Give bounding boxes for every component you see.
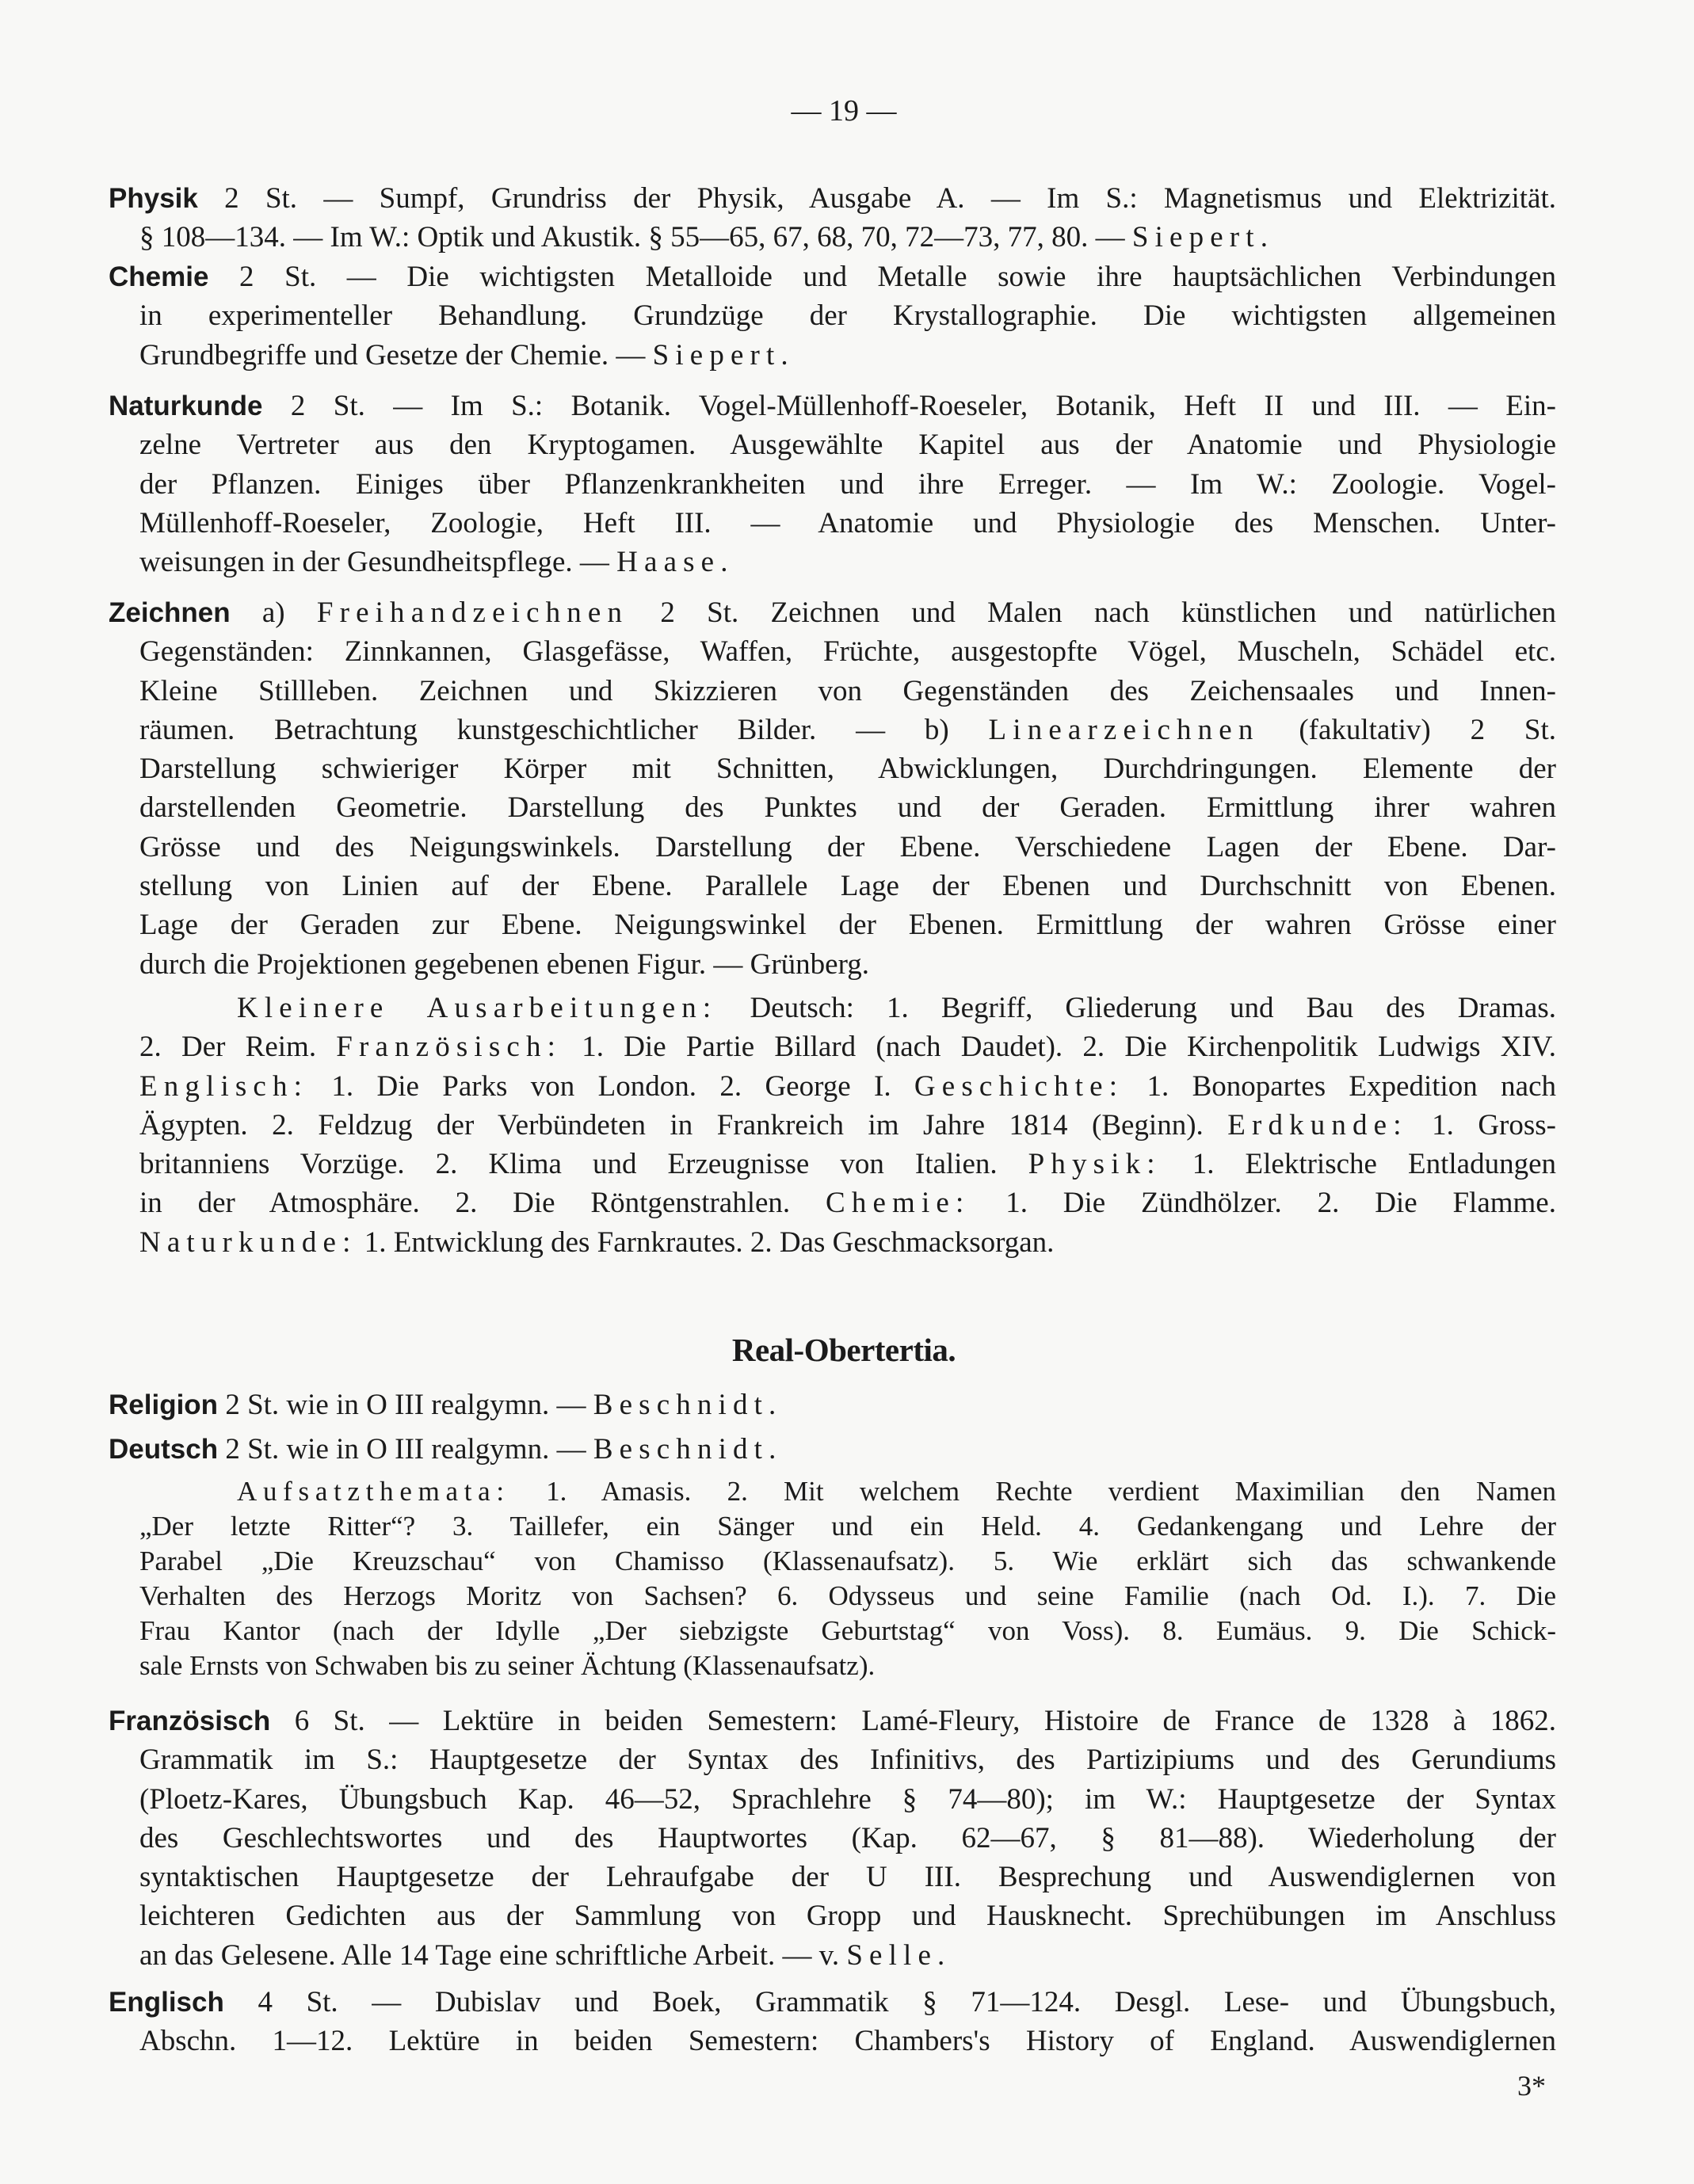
text-run: (Ploetz-Kares, Übungsbuch Kap. 46—52, Sprachlehre § 74—80); im W.: Hauptgesetze der Syntax xyxy=(139,1782,1556,1816)
spaced-emphasis: Selle. xyxy=(846,1938,952,1972)
text-run: 2 St. — Die wichtigsten Metalloide und Metalle sowie ihre hauptsächlichen Verbindungen xyxy=(208,261,1556,293)
text-run: § 108—134. — Im W.: Optik und Akustik. § 55—65, 67, 68, 70, 72—73, 77, 80. — xyxy=(139,221,1132,254)
text-run: „Der letzte Ritter“? 3. Taillefer, ein Sänger und ein Held. 4. Gedankengang und Lehre der xyxy=(139,1511,1556,1542)
text-run: 2. Der Reim. xyxy=(139,1031,337,1064)
text-line xyxy=(109,867,1556,905)
text-run: 1. Amasis. 2. Mit welchem Rechte verdient Maximilian den Namen xyxy=(509,1476,1556,1507)
text-line xyxy=(109,1780,1556,1819)
paragraph-franzoesisch xyxy=(109,1702,1556,1975)
text-run: 2 St. wie in O III realgymn. — xyxy=(218,1433,593,1466)
text-line xyxy=(109,2022,1556,2060)
text-run: sale Ernsts von Schwaben bis zu seiner Ächtung (Klassenaufsatz). xyxy=(139,1650,876,1681)
text-run: Lage der Geraden zur Ebene. Neigungswinkel der Ebenen. Ermittlung der wahren Grösse einer xyxy=(139,909,1556,942)
spaced-emphasis: Beschnidt. xyxy=(593,1433,783,1466)
text-line xyxy=(109,749,1556,788)
text-run: 2 St. — Im S.: Botanik. Vogel-Müllenhoff-Roeseler, Botanik, Heft II und III. — Ein- xyxy=(262,390,1556,422)
text-run: stellung von Linien auf der Ebene. Parallele Lage der Ebenen und Durchschnitt von Ebenen. xyxy=(139,870,1556,903)
paragraph-aufsatzthemata xyxy=(109,1474,1556,1683)
text-line xyxy=(109,711,1556,749)
text-run: Kleine Stillleben. Zeichnen und Skizzieren von Gegenständen des Zeichensaales und Innen- xyxy=(139,674,1556,707)
text-line xyxy=(109,593,1556,632)
text-line xyxy=(109,1614,1556,1648)
text-line xyxy=(109,1145,1556,1183)
text-run: in experimenteller Behandlung. Grundzüge der Krystallographie. Die wichtigsten allgemeinen xyxy=(139,299,1556,333)
subject-keyword: Naturkunde xyxy=(109,391,263,421)
paragraph-kleinere-ausarbeitungen xyxy=(109,989,1556,1262)
text-run: Darstellung schwieriger Körper mit Schnitten, Abwicklungen, Durchdringungen. Elemente der xyxy=(139,753,1556,786)
spaced-emphasis: Beschnidt. xyxy=(593,1389,783,1421)
text-run: an das Gelesene. Alle 14 Tage eine schriftliche Arbeit. — v. xyxy=(139,1938,847,1972)
spaced-emphasis: Französisch: xyxy=(336,1031,563,1064)
text-run: weisungen in der Gesundheitspflege. — xyxy=(139,546,617,579)
subject-keyword: Chemie xyxy=(109,261,209,292)
text-line xyxy=(109,257,1556,296)
text-line xyxy=(109,1430,1556,1469)
text-line xyxy=(109,945,1556,984)
text-run: Verhalten des Herzogs Moritz von Sachsen? 6. Odysseus und seine Familie (nach Od. I.). 7. Die xyxy=(139,1580,1556,1611)
text-line xyxy=(109,1027,1556,1066)
text-line xyxy=(109,1544,1556,1579)
text-line xyxy=(109,543,1556,581)
paragraph-zeichnen xyxy=(109,593,1556,984)
text-line xyxy=(109,465,1556,504)
text-run: a) xyxy=(230,597,317,629)
text-line xyxy=(109,1896,1556,1935)
text-line xyxy=(109,425,1556,464)
section-heading: Real-Obertertia. xyxy=(731,1332,956,1368)
spaced-emphasis: Geschichte: xyxy=(914,1069,1124,1103)
subject-keyword: Französisch xyxy=(109,1706,271,1736)
text-line xyxy=(109,1983,1556,2022)
text-line xyxy=(109,1067,1556,1106)
text-line xyxy=(109,1474,1556,1509)
text-run: darstellenden Geometrie. Darstellung des Punktes und der Geraden. Ermittlung ihrer wahren xyxy=(139,791,1556,825)
text-run: Frau Kantor (nach der Idylle „Der siebzigste Geburtstag“ von Voss). 8. Eumäus. 9. Die Schick- xyxy=(139,1615,1556,1646)
spaced-emphasis: Haase. xyxy=(616,546,734,579)
text-line xyxy=(109,1648,1556,1683)
text-run: 2 St. wie in O III realgymn. — xyxy=(218,1389,593,1421)
subject-keyword: Physik xyxy=(109,183,198,214)
spaced-emphasis: Englisch: xyxy=(139,1069,309,1103)
text-run: der Pflanzen. Einiges über Pflanzenkrankheiten und ihre Erreger. — Im W.: Zoologie. Vogel- xyxy=(139,467,1556,501)
spaced-emphasis: Naturkunde: xyxy=(139,1225,357,1259)
text-line xyxy=(109,632,1556,671)
subject-keyword: Zeichnen xyxy=(109,597,231,628)
subject-keyword: Deutsch xyxy=(109,1434,219,1465)
text-line xyxy=(109,828,1556,867)
text-line xyxy=(109,1740,1556,1779)
text-line xyxy=(109,1509,1556,1544)
text-line xyxy=(109,672,1556,711)
text-line xyxy=(109,1385,1556,1424)
text-run: räumen. Betrachtung kunstgeschichtlicher Bilder. — b) xyxy=(139,713,989,746)
text-line xyxy=(109,905,1556,944)
text-run: 1. Entwicklung des Farnkrautes. 2. Das Geschmacksorgan. xyxy=(357,1225,1055,1259)
paragraph-englisch xyxy=(109,1983,1556,2061)
text-line xyxy=(109,788,1556,827)
text-run: 1. Bonopartes Expedition nach xyxy=(1124,1069,1556,1103)
text-run: Deutsch: 1. Begriff, Gliederung und Bau des Dramas. xyxy=(717,992,1557,1024)
text-run: syntaktischen Hauptgesetze der Lehraufgabe der U III. Besprechung und Auswendiglernen von xyxy=(139,1861,1556,1894)
text-run: 1. Die Zündhölzer. 2. Die Flamme. xyxy=(970,1187,1556,1220)
text-line xyxy=(109,218,1556,257)
text-run: 1. Die Parks von London. 2. George I. xyxy=(308,1069,914,1103)
text-run: des Geschlechtswortes und des Hauptwortes (Kap. 62—67, § 81—88). Wiederholung der xyxy=(139,1821,1556,1854)
subject-keyword: Religion xyxy=(109,1389,219,1420)
spaced-emphasis: Physik: xyxy=(1028,1148,1162,1181)
text-line xyxy=(109,336,1556,375)
signature-mark: 3* xyxy=(1517,2070,1546,2102)
text-line xyxy=(109,1819,1556,1858)
text-run: britanniens Vorzüge. 2. Klima und Erzeugnisse von Italien. xyxy=(139,1148,1028,1181)
text-run: zelne Vertreter aus den Kryptogamen. Ausgewählte Kapitel aus der Anatomie und Physiologie xyxy=(139,429,1556,462)
paragraph-chemie xyxy=(109,257,1556,375)
text-run: (fakultativ) 2 St. xyxy=(1259,713,1556,746)
text-line xyxy=(109,1702,1556,1740)
spaced-emphasis: Linearzeichnen xyxy=(988,713,1260,746)
spaced-emphasis: Siepert. xyxy=(1131,221,1275,254)
text-run: 4 St. — Dubislav und Boek, Grammatik § 71—124. Desgl. Lese- und Übungsbuch, xyxy=(223,1986,1556,2018)
text-line xyxy=(109,1106,1556,1145)
text-line xyxy=(109,179,1556,218)
text-run: Parabel „Die Kreuzschau“ von Chamisso (Klassenaufsatz). 5. Wie erklärt sich das schwankende xyxy=(139,1546,1556,1576)
text-line xyxy=(109,1223,1556,1262)
text-run: Grammatik im S.: Hauptgesetze der Syntax des Infinitivs, des Partizipiums und des Gerundiums xyxy=(139,1744,1556,1777)
spaced-emphasis: Siepert. xyxy=(652,338,795,372)
text-run: 1. Gross- xyxy=(1407,1108,1556,1142)
text-run: durch die Projektionen gegebenen ebenen Figur. — Grünberg. xyxy=(139,947,869,981)
spaced-emphasis: Kleinere Ausarbeitungen: xyxy=(237,992,718,1024)
text-line xyxy=(109,1579,1556,1614)
subject-keyword: Englisch xyxy=(109,1987,224,2018)
text-line xyxy=(109,989,1556,1027)
spaced-emphasis: Aufsatzthemata: xyxy=(237,1476,510,1507)
text-run: Abschn. 1—12. Lektüre in beiden Semestern: Chambers's History of England. Auswendiglernen xyxy=(139,2025,1556,2058)
paragraph-religion xyxy=(109,1385,1556,1424)
page-number: — 19 — xyxy=(791,94,897,128)
text-run: Müllenhoff-Roeseler, Zoologie, Heft III. — Anatomie und Physiologie des Menschen. Unter- xyxy=(139,506,1556,539)
text-run: in der Atmosphäre. 2. Die Röntgenstrahlen. xyxy=(139,1187,826,1220)
text-run: 2 St. Zeichnen und Malen nach künstlichen und natürlichen xyxy=(628,597,1556,629)
text-line xyxy=(109,1936,1556,1975)
spaced-emphasis: Freihandzeichnen xyxy=(316,597,629,629)
text-run: leichteren Gedichten aus der Sammlung von Gropp und Hausknecht. Sprechübungen im Anschluss xyxy=(139,1900,1556,1933)
spaced-emphasis: Erdkunde: xyxy=(1227,1108,1408,1142)
spaced-emphasis: Chemie: xyxy=(826,1187,971,1220)
text-run: Grundbegriffe und Gesetze der Chemie. — xyxy=(139,338,653,372)
text-line xyxy=(109,1183,1556,1222)
paragraph-naturkunde xyxy=(109,387,1556,581)
text-run: Grösse und des Neigungswinkels. Darstellung der Ebene. Verschiedene Lagen der Ebene. Dar- xyxy=(139,830,1556,863)
text-line xyxy=(109,504,1556,543)
text-run: 2 St. — Sumpf, Grundriss der Physik, Ausgabe A. — Im S.: Magnetismus und Elektrizität. xyxy=(197,182,1556,215)
paragraph-deutsch xyxy=(109,1430,1556,1469)
text-run: Gegenständen: Zinnkannen, Glasgefässe, Waffen, Früchte, ausgestopfte Vögel, Muscheln, Schädel etc. xyxy=(139,635,1556,669)
text-run: Ägypten. 2. Feldzug der Verbündeten in Frankreich im Jahre 1814 (Beginn). xyxy=(139,1108,1228,1142)
text-line xyxy=(109,387,1556,425)
text-line xyxy=(109,1858,1556,1896)
text-run: 6 St. — Lektüre in beiden Semestern: Lamé-Fleury, Histoire de France de 1328 à 1862. xyxy=(270,1705,1556,1737)
text-run: 1. Die Partie Billard (nach Daudet). 2. Die Kirchenpolitik Ludwigs XIV. xyxy=(562,1031,1556,1064)
text-run: 1. Elektrische Entladungen xyxy=(1161,1148,1557,1181)
text-line xyxy=(109,296,1556,335)
paragraph-physik xyxy=(109,179,1556,257)
